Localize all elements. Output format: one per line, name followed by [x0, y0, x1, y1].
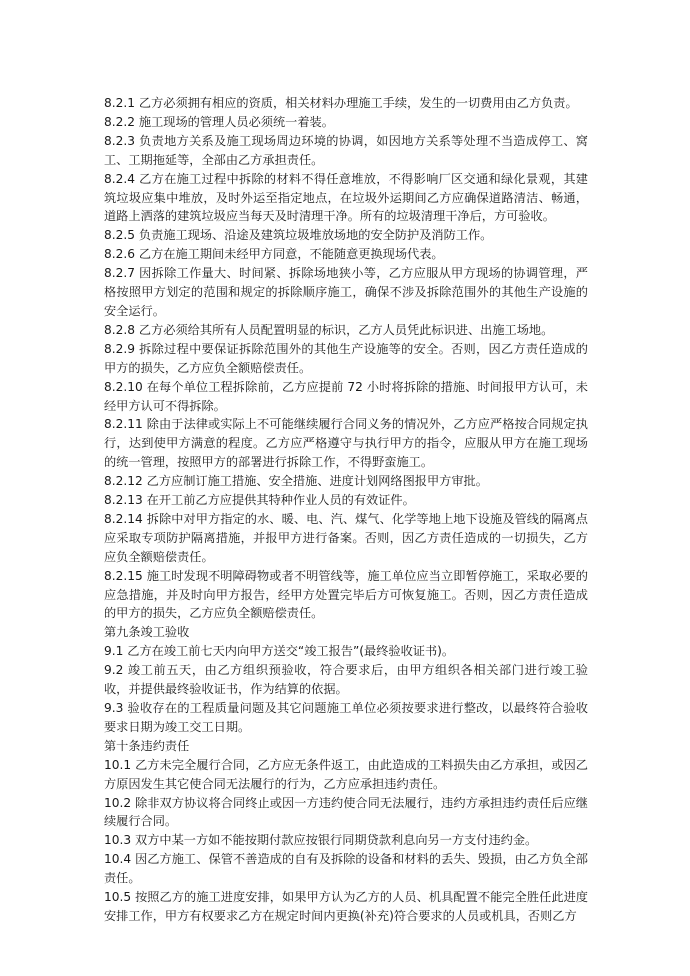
clause-10-5: 10.5 按照乙方的施工进度安排，如果甲方认为乙方的人员、机具配置不能完全胜任此进度安排工作，甲方有权要求乙方在规定时间内更换(补充)符合要求的人员或机具，否则乙方: [104, 890, 588, 923]
clause-10-3: 10.3 双方中某一方如不能按期付款应按银行同期贷款利息向另一方支付违约金。: [104, 833, 538, 848]
clause-9-1: 9.1 乙方在竣工前七天内向甲方送交“竣工报告”(最终验收证书)。: [104, 644, 455, 659]
clause-8-2-7: 8.2.7 因拆除工作量大、时间紧、拆除场地狭小等，乙方应服从甲方现场的协调管理，严格按照甲方划定的范围和规定的拆除顺序施工，确保不涉及拆除范围外的其他生产设施的安全运行。: [104, 266, 588, 318]
clause-8-2-1: 8.2.1 乙方必须拥有相应的资质，相关材料办理施工手续，发生的一切费用由乙方负责。: [104, 96, 578, 110]
clause-8-2-9: 8.2.9 拆除过程中要保证拆除范围外的其他生产设施等的安全。否则，因乙方责任造成的甲方的损失，乙方应负全额赔偿责任。: [104, 341, 588, 375]
clause-8-2-5: 8.2.5 负责施工现场、沿途及建筑垃圾堆放场地的安全防护及消防工作。: [104, 228, 493, 243]
clause-8-2-2: 8.2.2 施工现场的管理人员必须统一着装。: [104, 114, 334, 129]
clause-8-2-12: 8.2.12 乙方应制订施工措施、安全措施、进度计划网络图报甲方审批。: [104, 474, 488, 489]
clause-9-3: 9.3 验收存在的工程质量问题及其它问题施工单位必须按要求进行整改，以最终符合验收要求日期为竣工交工日期。: [104, 701, 588, 734]
clause-10-1: 10.1 乙方未完全履行合同，乙方应无条件返工，由此造成的工料损失由乙方承担，或因乙方原因发生其它使合同无法履行的行为，乙方应承担违约责任。: [104, 757, 588, 791]
section-heading-article-9: 第九条竣工验收: [104, 625, 190, 640]
clause-8-2-13: 8.2.13 在开工前乙方应提供其特种作业人员的有效证件。: [104, 493, 415, 508]
clause-8-2-14: 8.2.14 拆除中对甲方指定的水、暖、电、汽、煤气、化学等地上地下设施及管线的隔离点应采取专项防护隔离措施，并报甲方进行备案。否则，因乙方责任造成的一切损失，乙方应负全额赔偿责任。: [104, 511, 588, 564]
clause-9-2: 9.2 竣工前五天，由乙方组织预验收，符合要求后，由甲方组织各相关部门进行竣工验收，并提供最终验收证书，作为结算的依据。: [104, 663, 588, 697]
clause-8-2-3: 8.2.3 负责地方关系及施工现场周边环境的协调，如因地方关系等处理不当造成停工、窝工、工期拖延等，全部由乙方承担责任。: [104, 133, 588, 167]
clause-8-2-4: 8.2.4 乙方在施工过程中拆除的材料不得任意堆放，不得影响厂区交通和绿化景观，其建筑垃圾应集中堆放，及时外运至指定地点，在垃圾外运期间乙方应确保道路清洁、畅通，道路上洒落的建筑垃圾应当每天及时清理干净。所有的垃圾清理干净后，方可验收。: [104, 171, 588, 224]
section-heading-article-10: 第十条违约责任: [104, 738, 190, 753]
clause-10-2: 10.2 除非双方协议将合同终止或因一方违约使合同无法履行，违约方承担违约责任后应继续履行合同。: [104, 795, 588, 829]
clause-8-2-11: 8.2.11 除由于法律或实际上不可能继续履行合同义务的情况外，乙方应严格按合同规定执行，达到使甲方满意的程度。乙方应严格遵守与执行甲方的指令，应服从甲方在施工现场的统一管理，按照甲方的部署进行拆除工作，不得野蛮施工。: [104, 417, 588, 470]
document-body: [104, 94, 588, 926]
clause-8-2-15: 8.2.15 施工时发现不明障碍物或者不明管线等，施工单位应当立即暂停施工，采取必要的应急措施，并及时向甲方报告，经甲方处置完毕后方可恢复施工。否则，因乙方责任造成的甲方的损失，乙方应负全额赔偿责任。: [104, 568, 588, 621]
clause-8-2-8: 8.2.8 乙方必须给其所有人员配置明显的标识，乙方人员凭此标识进、出施工场地。: [104, 322, 554, 337]
clause-8-2-10: 8.2.10 在每个单位工程拆除前，乙方应提前 72 小时将拆除的措施、时间报甲方认可，未经甲方认可不得拆除。: [104, 379, 588, 413]
clause-8-2-6: 8.2.6 乙方在施工期间未经甲方同意，不能随意更换现场代表。: [104, 247, 444, 262]
clause-10-4: 10.4 因乙方施工、保管不善造成的自有及拆除的设备和材料的丢失、毁损，由乙方负全部责任。: [104, 852, 588, 886]
